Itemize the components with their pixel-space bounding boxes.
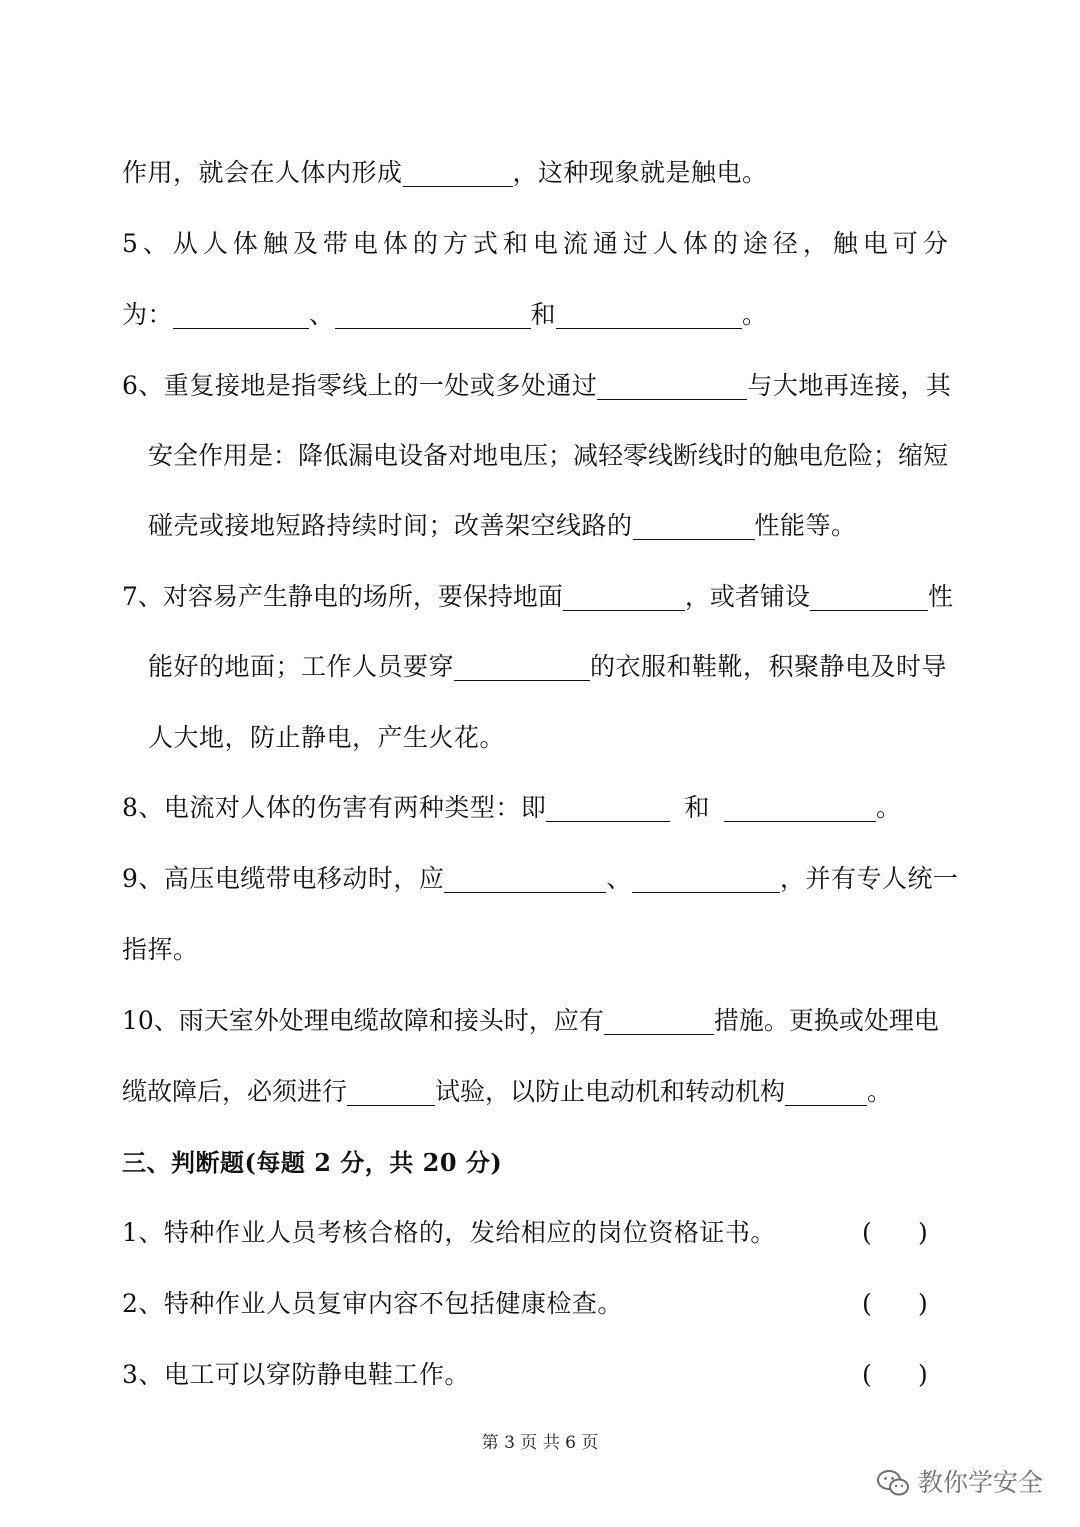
- question-10: 10、雨天室外处理电缆故障和接头时，应有 措施。更换或处理电: [122, 1006, 939, 1035]
- text-line: 为： 、 和 。: [122, 300, 768, 329]
- text-line: 安全作用是：降低漏电设备对地电压；减轻零线断线时的触电危险；缩短: [148, 441, 949, 470]
- answer-blank[interactable]: [335, 302, 531, 329]
- answer-blank[interactable]: [810, 584, 928, 611]
- answer-parentheses[interactable]: ( ): [862, 1289, 928, 1318]
- answer-blank[interactable]: [604, 1008, 714, 1035]
- text-line: 作用，就会在人体内形成 ，这种现象就是触电。: [122, 158, 768, 187]
- answer-blank[interactable]: [444, 866, 606, 893]
- watermark-text: 教你学安全: [918, 1468, 1044, 1497]
- question-5: 5、从人体触及带电体的方式和电流通过人体的途径，触电可分: [122, 229, 953, 258]
- question-6: 6、重复接地是指零线上的一处或多处通过 与大地再连接，其: [122, 371, 952, 400]
- answer-blank[interactable]: [556, 302, 742, 329]
- answer-blank[interactable]: [546, 795, 670, 822]
- watermark: [876, 1463, 1043, 1499]
- text-line: 能好的地面；工作人员要穿 的衣服和鞋靴，积聚静电及时导: [148, 652, 948, 681]
- answer-blank[interactable]: [633, 513, 755, 540]
- answer-blank[interactable]: [597, 373, 747, 400]
- judgment-item: 2、特种作业人员复审内容不包括健康检查。: [122, 1289, 623, 1318]
- page-number: 第 3 页 共 6 页: [481, 1433, 599, 1453]
- text-line: 碰壳或接地短路持续时间；改善架空线路的 性能等。: [148, 511, 857, 540]
- answer-blank[interactable]: [563, 584, 685, 611]
- question-8: 8、电流对人体的伤害有两种类型：即 和 。: [122, 793, 902, 822]
- answer-blank[interactable]: [724, 795, 876, 822]
- answer-blank[interactable]: [632, 866, 780, 893]
- answer-blank[interactable]: [173, 302, 309, 329]
- answer-blank[interactable]: [347, 1079, 435, 1106]
- answer-blank[interactable]: [454, 654, 590, 681]
- section-heading: 三、判断题(每题 2 分，共 20 分): [122, 1148, 503, 1177]
- text-line: 人大地，防止静电，产生火花。: [148, 723, 506, 752]
- wechat-icon: [876, 1468, 918, 1497]
- judgment-item: 1、特种作业人员考核合格的，发给相应的岗位资格证书。: [122, 1218, 776, 1247]
- answer-parentheses[interactable]: ( ): [862, 1360, 928, 1389]
- question-7: 7、对容易产生静电的场所，要保持地面 ，或者铺设 性: [122, 582, 953, 611]
- answer-blank[interactable]: [785, 1079, 867, 1106]
- text-line: 指挥。: [122, 935, 199, 964]
- question-9: 9、高压电缆带电移动时，应 、 ，并有专人统一: [122, 864, 959, 893]
- judgment-item: 3、电工可以穿防静电鞋工作。: [122, 1360, 470, 1389]
- answer-parentheses[interactable]: ( ): [862, 1218, 928, 1247]
- answer-blank[interactable]: [403, 160, 513, 187]
- text-line: 缆故障后，必须进行 试验，以防止电动机和转动机构 。: [122, 1077, 893, 1106]
